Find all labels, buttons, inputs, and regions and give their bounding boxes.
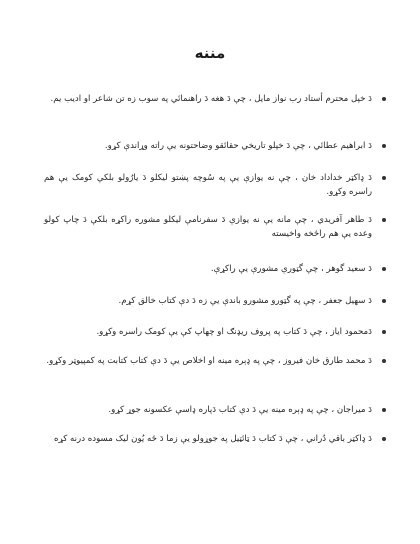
list-item-text: دَ خپل محترم أستاد رب نواز مایل ، چې دَ هغه دَ راهنمائي په سوب زه تن شاعر او ادیب یم. xyxy=(50,94,372,104)
list-item xyxy=(44,354,386,368)
list-item-text: دَ طاهر آفریدي ، چې مانه یې نه یوازې دَ سفرنامې لیکلو مشوره راکړه بلکې دَ چاپ کولو وعده یې هم راځخه واخیسته xyxy=(44,215,372,239)
bullet-icon xyxy=(382,408,386,412)
bullet-icon xyxy=(382,437,386,441)
list-item xyxy=(44,171,386,199)
bullet-icon xyxy=(382,176,386,180)
list-item-text: دَ سعید گوهر ، چې گټورې مشورې یې راکړې. xyxy=(210,264,372,274)
bullet-icon xyxy=(382,97,386,101)
bullet-icon xyxy=(382,267,386,271)
list-item-text: دَ محمد طارق خان فیروز ، چې په ډېره مینه او اخلاص یې دَ دې کتاب کتابت په کمپیوټر وکړو. xyxy=(46,356,372,366)
bullet-icon xyxy=(382,330,386,334)
list-item xyxy=(44,262,386,276)
bullet-icon xyxy=(382,144,386,148)
page-title: مننه xyxy=(194,44,226,62)
bullet-icon xyxy=(382,359,386,363)
list-item xyxy=(44,432,386,446)
list-item xyxy=(44,213,386,241)
list-item xyxy=(44,294,386,308)
list-item-text: دَ ډاکټر خداداد خان ، چې نه یوازې یې په سُوچه پښتو لیکلو دَ یارُولو بلکې کومک یې هم راسره وکړو. xyxy=(44,173,372,197)
list-item xyxy=(44,139,386,153)
list-item-text: دَ ابراهیم عطائي ، چې دَ خپلو تاریخي حقائقو وضاحتونه یې راته وړاندې کړو. xyxy=(104,141,372,151)
list-item-text: دَ سهیل جعفر ، چې په گټورو مشورو باندې یې زه دَ دې کتاب خالق کړم. xyxy=(118,296,372,306)
bullet-icon xyxy=(382,218,386,222)
list-item xyxy=(44,92,386,106)
list-item-text: دَمحمود ایاز ، چې دَ کتاب په پروف ریډنګ او چهاپ کې یې کومک راسره وکړو. xyxy=(96,327,372,337)
bullet-icon xyxy=(382,299,386,303)
list-item xyxy=(44,325,386,339)
list-item-text: دَ میراجان ، چې په ډېره مینه یې دَ دې کتاب دَپاره ډاسې عکسونه جوړ کړو. xyxy=(108,405,372,415)
list-item xyxy=(44,403,386,417)
list-item-text: دَ ډاکټر باقي دُراني ، چې دَ کتاب دَ ټائټیل په جوړولو یې زما دَ ځه یُون لیک مسوده درنه کړه xyxy=(53,434,372,444)
